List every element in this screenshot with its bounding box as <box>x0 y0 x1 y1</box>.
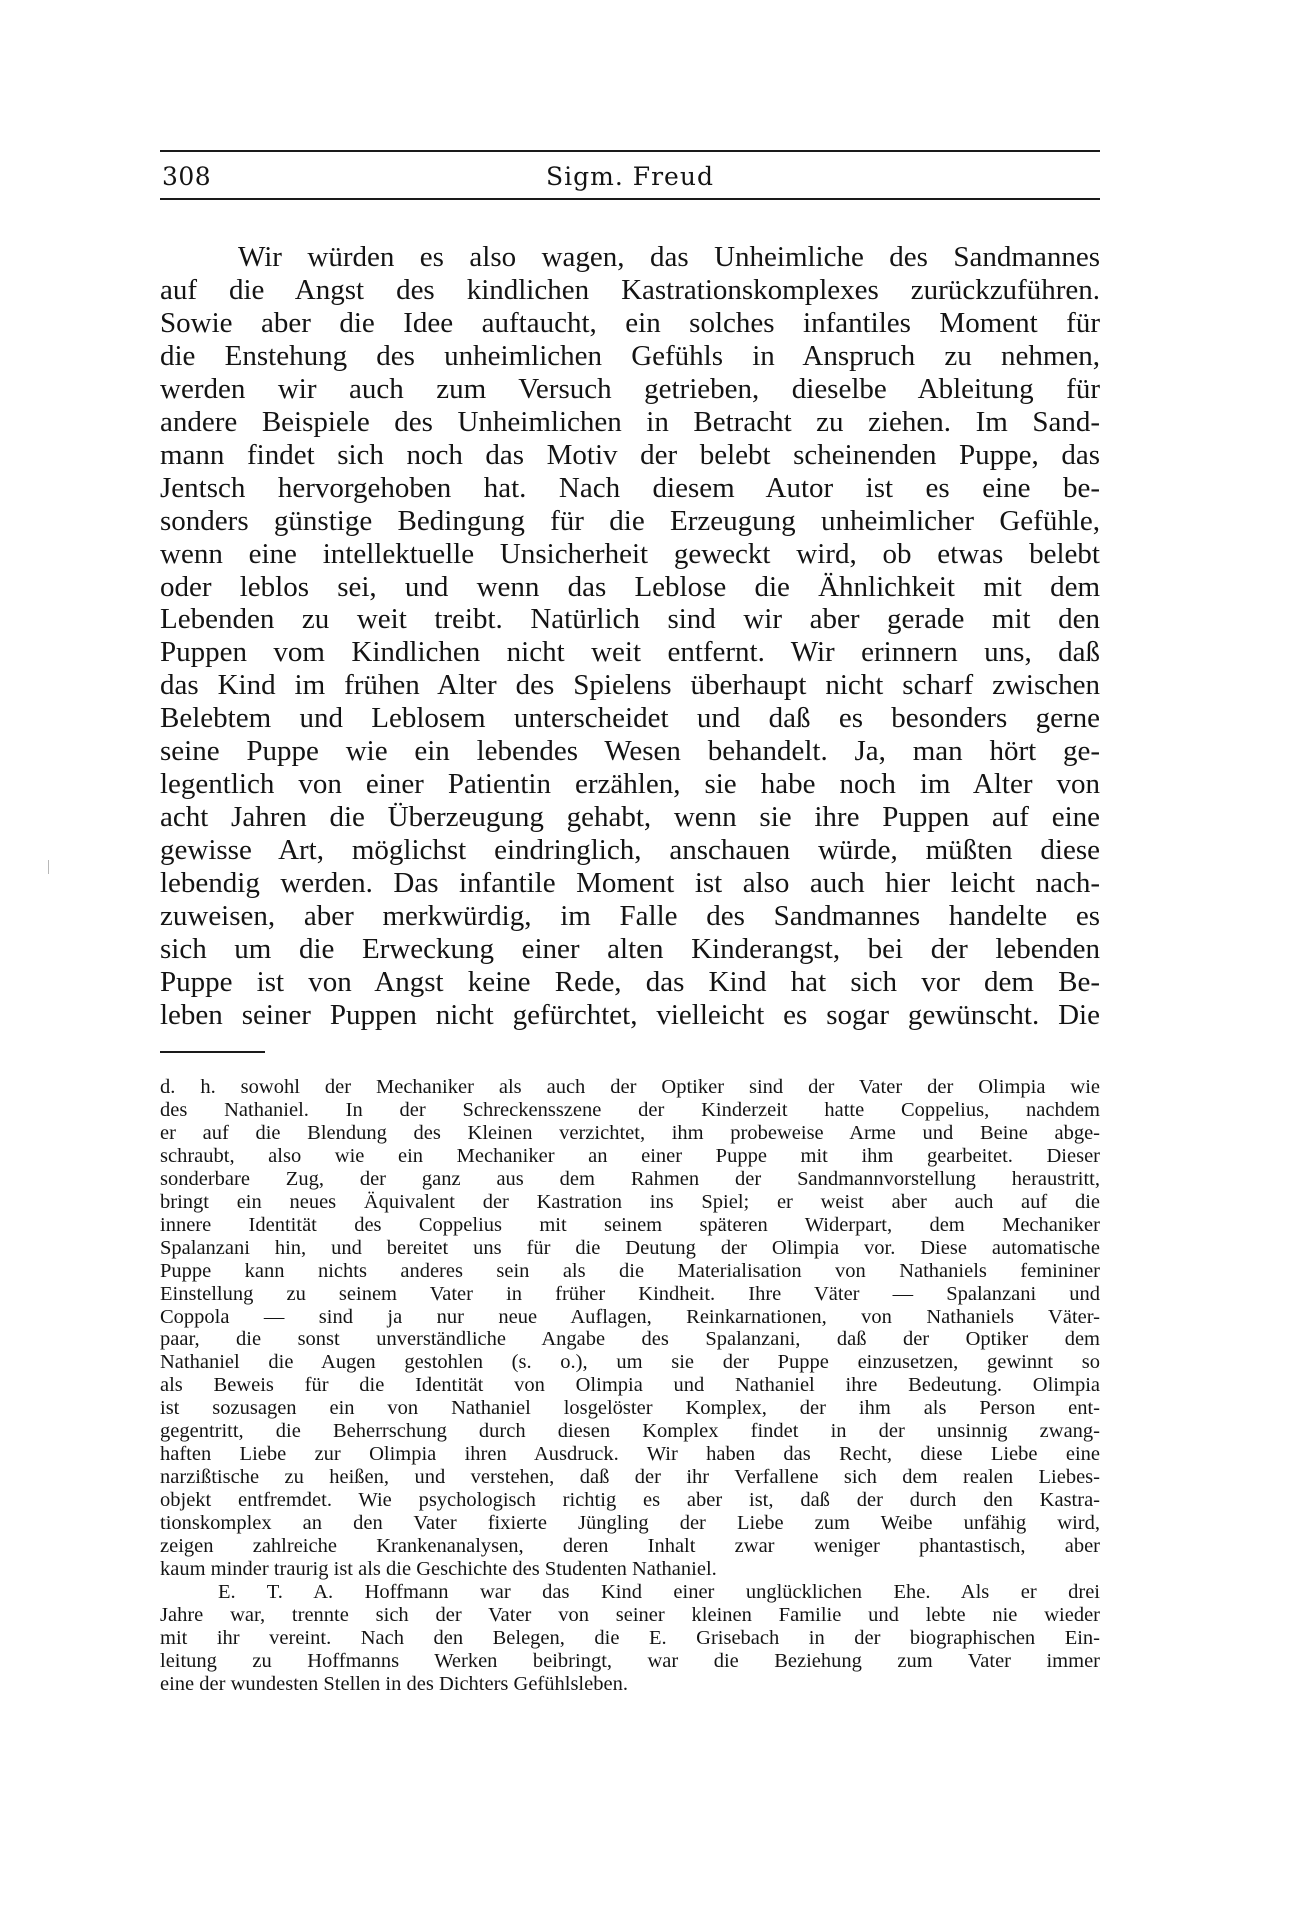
text-line: Sowie aber die Idee auftaucht, ein solches infantiles Moment für <box>160 306 1100 339</box>
footnote-line: Einstellung zu seinem Vater in früher Kindheit. Ihre Väter — Spalanzani und <box>160 1282 1100 1305</box>
footnote-line: des Nathaniel. In der Schreckensszene der Kinderzeit hatte Coppelius, nachdem <box>160 1098 1100 1121</box>
footnote-line: zeigen zahlreiche Krankenanalysen, deren Inhalt zwar weniger phantastisch, aber <box>160 1535 1100 1558</box>
text-line: oder leblos sei, und wenn das Leblose die Ähnlichkeit mit dem <box>160 570 1100 603</box>
text-line: werden wir auch zum Versuch getrieben, dieselbe Ableitung für <box>160 372 1100 405</box>
text-line: leben seiner Puppen nicht gefürchtet, vielleicht es sogar gewünscht. Die <box>160 998 1100 1031</box>
text-line: Belebtem und Leblosem unterscheidet und daß es besonders gerne <box>160 702 1100 735</box>
footnote-line: eine der wundesten Stellen in des Dichters Gefühlsleben. <box>160 1672 628 1695</box>
footnote-line: paar, die sonst unverständliche Angabe des Spalanzani, daß der Optiker dem <box>160 1328 1100 1351</box>
footnote-line: objekt entfremdet. Wie psychologisch richtig es aber ist, daß der durch den Kastra- <box>160 1489 1100 1512</box>
footnote-rule <box>160 1051 265 1053</box>
footnote-line: tionskomplex an den Vater fixierte Jüngling der Liebe zum Weibe unfähig wird, <box>160 1512 1100 1535</box>
footnote-line: ist sozusagen ein von Nathaniel losgelöster Komplex, der ihm als Person ent- <box>160 1397 1100 1420</box>
text-line: acht Jahren die Überzeugung gehabt, wenn sie ihre Puppen auf eine <box>160 801 1100 834</box>
footnote-line: schraubt, also wie ein Mechaniker an einer Puppe mit ihm gearbeitet. Dieser <box>160 1144 1100 1167</box>
margin-mark <box>48 860 49 874</box>
text-line: legentlich von einer Patientin erzählen, sie habe noch im Alter von <box>160 768 1100 801</box>
footnote-line: Spalanzani hin, und bereitet uns für die Deutung der Olimpia vor. Diese automatische <box>160 1236 1100 1259</box>
text-line: sich um die Erweckung einer alten Kinderangst, bei der lebenden <box>160 933 1100 966</box>
footnote-line: E. T. A. Hoffmann war das Kind einer unglücklichen Ehe. Als er drei <box>218 1580 1100 1603</box>
text-line: sonders günstige Bedingung für die Erzeugung unheimlicher Gefühle, <box>160 504 1100 537</box>
footnote-line: Coppola — sind ja nur neue Auflagen, Reinkarnationen, von Nathaniels Väter- <box>160 1305 1100 1328</box>
text-line: die Enstehung des unheimlichen Gefühls in Anspruch zu nehmen, <box>160 339 1100 372</box>
footnote-line: narzißtische zu heißen, und verstehen, daß der ihr Verfallene sich dem realen Liebes- <box>160 1466 1100 1489</box>
footnote-line: bringt ein neues Äquivalent der Kastration ins Spiel; er weist aber auch auf die <box>160 1190 1100 1213</box>
footnote-line: d. h. sowohl der Mechaniker als auch der Optiker sind der Vater der Olimpia wie <box>160 1076 1100 1098</box>
footnote-line: leitung zu Hoffmanns Werken beibringt, war die Beziehung zum Vater immer <box>160 1649 1100 1672</box>
footnote-line: Nathaniel die Augen gestohlen (s. o.), um sie der Puppe einzusetzen, gewinnt so <box>160 1351 1100 1374</box>
footnote-line: gegentritt, die Beherrschung durch diesen Komplex findet in der unsinnig zwang- <box>160 1420 1100 1443</box>
text-line: wenn eine intellektuelle Unsicherheit geweckt wird, ob etwas belebt <box>160 537 1100 570</box>
text-line: auf die Angst des kindlichen Kastrationskomplexes zurückzuführen. <box>160 273 1100 306</box>
footnotes <box>160 1076 1100 1696</box>
footnote-line: innere Identität des Coppelius mit seinem späteren Widerpart, dem Mechaniker <box>160 1213 1100 1236</box>
text-line: mann findet sich noch das Motiv der belebt scheinenden Puppe, das <box>160 438 1100 471</box>
text-line: Jentsch hervorgehoben hat. Nach diesem Autor ist es eine be- <box>160 471 1100 504</box>
footnote-line: Puppe kann nichts anderes sein als die Materialisation von Nathaniels femininer <box>160 1259 1100 1282</box>
text-line: Lebenden zu weit treibt. Natürlich sind wir aber gerade mit den <box>160 603 1100 636</box>
page-header <box>160 150 1100 200</box>
footnote-line: Jahre war, trennte sich der Vater von seiner kleinen Familie und lebte nie wieder <box>160 1603 1100 1626</box>
footnote-line: mit ihr vereint. Nach den Belegen, die E. Grisebach in der biographischen Ein- <box>160 1626 1100 1649</box>
footnote-line: er auf die Blendung des Kleinen verzichtet, ihm probeweise Arme und Beine abge- <box>160 1121 1100 1144</box>
text-line: seine Puppe wie ein lebendes Wesen behandelt. Ja, man hört ge- <box>160 735 1100 768</box>
text-line: gewisse Art, möglichst eindringlich, anschauen würde, müßten diese <box>160 834 1100 867</box>
running-head: Sigm. Freud <box>546 162 714 191</box>
text-line: Puppe ist von Angst keine Rede, das Kind hat sich vor dem Be- <box>160 965 1100 998</box>
text-line: lebendig werden. Das infantile Moment ist also auch hier leicht nach- <box>160 867 1100 900</box>
text-line: Puppen vom Kindlichen nicht weit entfernt. Wir erinnern uns, daß <box>160 636 1100 669</box>
text-line: andere Beispiele des Unheimlichen in Betracht zu ziehen. Im Sand- <box>160 405 1100 438</box>
text-line: zuweisen, aber merkwürdig, im Falle des Sandmannes handelte es <box>160 900 1100 933</box>
footnote-line: kaum minder traurig ist als die Geschichte des Studenten Nathaniel. <box>160 1558 717 1581</box>
text-line: Wir würden es also wagen, das Unheimliche des Sandmannes <box>238 241 1100 273</box>
main-text <box>160 241 1100 1032</box>
footnote-line: sonderbare Zug, der ganz aus dem Rahmen der Sandmannvorstellung heraustritt, <box>160 1167 1100 1190</box>
footnote-line: als Beweis für die Identität von Olimpia und Nathaniel ihre Bedeutung. Olimpia <box>160 1374 1100 1397</box>
text-line: das Kind im frühen Alter des Spielens überhaupt nicht scharf zwischen <box>160 669 1100 702</box>
footnote-line: haften Liebe zur Olimpia ihren Ausdruck. Wir haben das Recht, diese Liebe eine <box>160 1443 1100 1466</box>
page-number: 308 <box>162 162 212 191</box>
